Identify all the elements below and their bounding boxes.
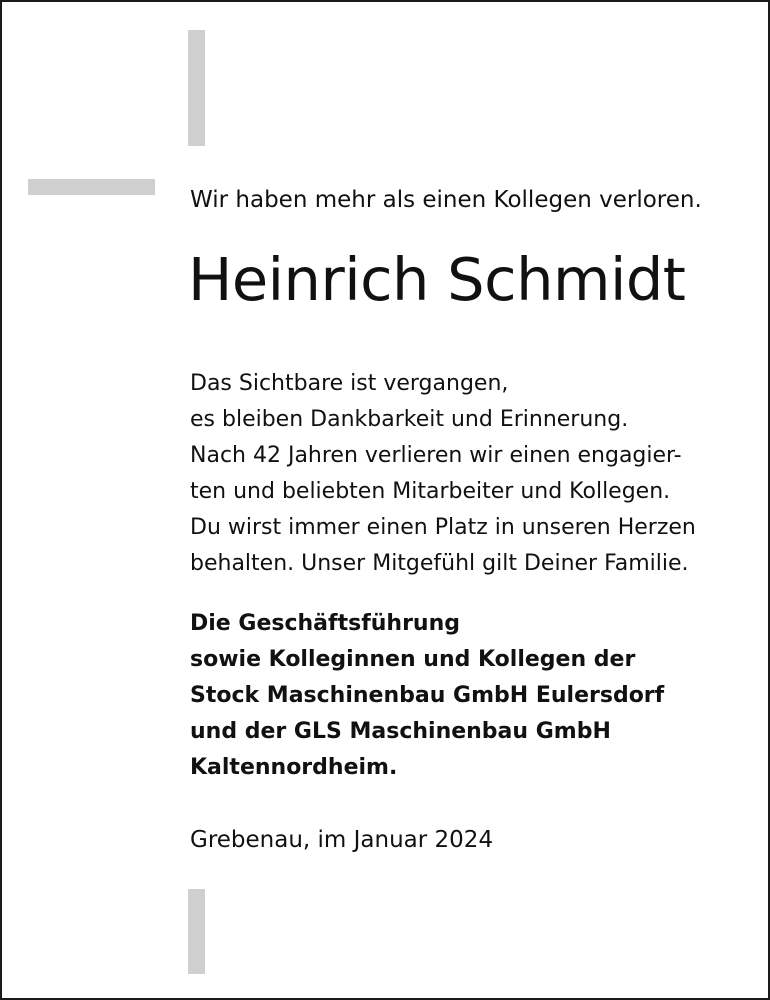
signature-line: Die Geschäftsführung [190, 611, 461, 636]
condolence-line: ten und beliebten Mitarbeiter und Kollegen. [190, 479, 671, 504]
signature-line: Kaltennordheim. [190, 755, 398, 780]
cross-bottom-bar [188, 889, 205, 974]
condolence-line: es bleiben Dankbarkeit und Erinnerung. [190, 407, 629, 432]
condolence-line: Du wirst immer einen Platz in unseren Herzen [190, 515, 696, 540]
signature-line: Stock Maschinenbau GmbH Eulersdorf [190, 683, 665, 708]
signature-line: sowie Kolleginnen und Kollegen der [190, 647, 636, 672]
intro-text: Wir haben mehr als einen Kollegen verloren. [190, 187, 702, 213]
condolence-line: behalten. Unser Mitgefühl gilt Deiner Familie. [190, 551, 689, 576]
condolence-text [190, 366, 696, 582]
condolence-line: Das Sichtbare ist vergangen, [190, 371, 509, 396]
cross-top-bar [188, 30, 205, 146]
signature-line: und der GLS Maschinenbau GmbH [190, 719, 611, 744]
condolence-line: Nach 42 Jahren verlieren wir einen engagier- [190, 443, 682, 468]
signature-block [190, 606, 664, 786]
place-date: Grebenau, im Januar 2024 [190, 827, 494, 853]
cross-left-bar [28, 179, 155, 195]
deceased-name: Heinrich Schmidt [188, 245, 686, 314]
